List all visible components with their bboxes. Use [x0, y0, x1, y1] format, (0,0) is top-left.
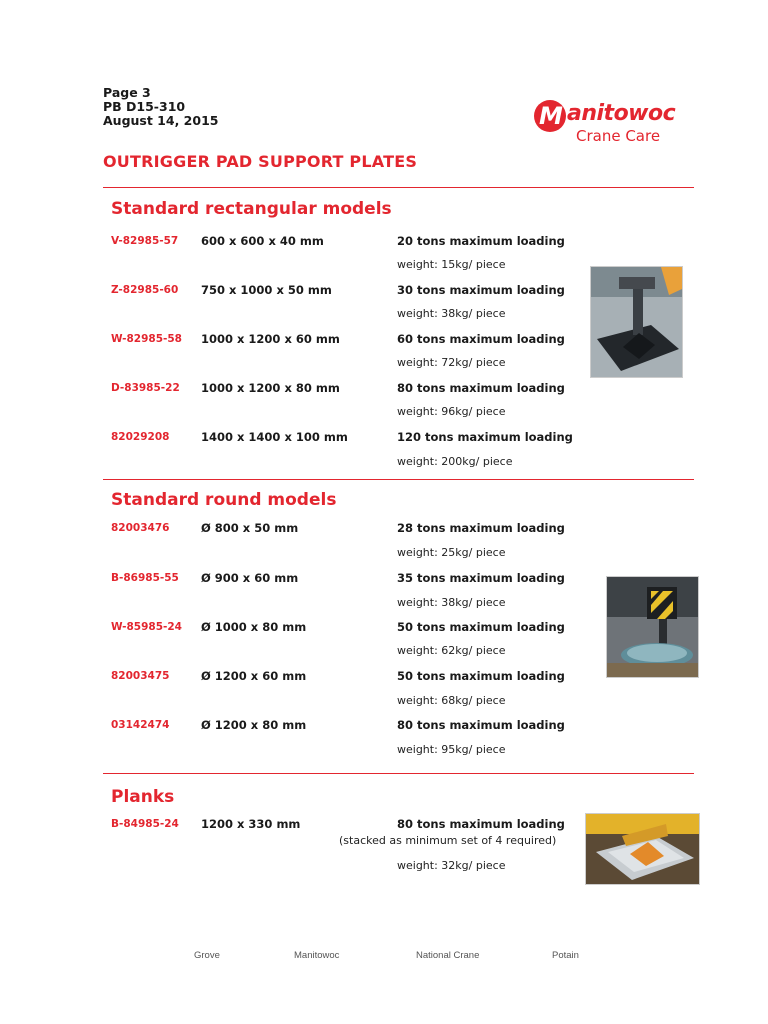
- logo-subtitle: Crane Care: [576, 127, 661, 145]
- section-heading-rectangular: Standard rectangular models: [111, 199, 392, 219]
- dimensions: Ø 1200 x 60 mm: [201, 669, 307, 683]
- part-number: B-86985-55: [111, 572, 179, 584]
- max-loading: 80 tons maximum loading: [397, 718, 565, 732]
- weight: weight: 62kg/ piece: [397, 644, 506, 657]
- weight-row: [0, 546, 768, 568]
- weight: weight: 38kg/ piece: [397, 596, 506, 609]
- manitowoc-logo: [534, 98, 694, 148]
- rectangular-pad-illustration: [591, 267, 682, 377]
- weight: weight: 32kg/ piece: [397, 859, 506, 872]
- page-number: Page 3: [103, 85, 151, 100]
- footer-brand-national-crane: National Crane: [416, 950, 480, 961]
- max-loading: 60 tons maximum loading: [397, 332, 565, 346]
- logo-wordmark: anitowoc: [567, 101, 676, 126]
- section-heading-round: Standard round models: [111, 490, 337, 510]
- weight-row: [0, 694, 768, 716]
- section-heading-planks: Planks: [111, 787, 175, 807]
- dimensions: 1000 x 1200 x 60 mm: [201, 332, 340, 346]
- document-date: August 14, 2015: [103, 113, 219, 128]
- footer-brand-manitowoc: Manitowoc: [294, 950, 340, 961]
- dimensions: 1400 x 1400 x 100 mm: [201, 430, 348, 444]
- dimensions: Ø 800 x 50 mm: [201, 521, 299, 535]
- product-row: [0, 430, 768, 452]
- logo-mark: M: [534, 100, 566, 132]
- document-id: PB D15-310: [103, 99, 186, 114]
- weight: weight: 200kg/ piece: [397, 455, 513, 468]
- dimensions: Ø 1200 x 80 mm: [201, 718, 307, 732]
- max-loading: 28 tons maximum loading: [397, 521, 565, 535]
- dimensions: Ø 900 x 60 mm: [201, 571, 299, 585]
- max-loading: 50 tons maximum loading: [397, 620, 565, 634]
- max-loading: 120 tons maximum loading: [397, 430, 573, 444]
- weight-row: [0, 455, 768, 477]
- divider: [103, 187, 694, 188]
- part-number: 82029208: [111, 431, 170, 443]
- footer-brand-grove: Grove: [194, 950, 220, 961]
- part-number: W-85985-24: [111, 621, 182, 633]
- round-pad-illustration: [607, 577, 698, 677]
- part-number: V-82985-57: [111, 235, 179, 247]
- divider: [103, 479, 694, 480]
- rectangular-pad-photo: [590, 266, 683, 378]
- max-loading: 30 tons maximum loading: [397, 283, 565, 297]
- divider: [103, 773, 694, 774]
- part-number: 03142474: [111, 719, 170, 731]
- max-loading: 35 tons maximum loading: [397, 571, 565, 585]
- weight: weight: 96kg/ piece: [397, 405, 506, 418]
- stacking-note: (stacked as minimum set of 4 required): [339, 834, 557, 847]
- document-header: [103, 86, 218, 128]
- weight: weight: 68kg/ piece: [397, 694, 506, 707]
- dimensions: 750 x 1000 x 50 mm: [201, 283, 332, 297]
- weight: weight: 15kg/ piece: [397, 258, 506, 271]
- weight: weight: 95kg/ piece: [397, 743, 506, 756]
- page-title: OUTRIGGER PAD SUPPORT PLATES: [103, 152, 418, 171]
- dimensions: 1200 x 330 mm: [201, 817, 301, 831]
- dimensions: 600 x 600 x 40 mm: [201, 234, 324, 248]
- max-loading: 80 tons maximum loading: [397, 817, 565, 831]
- part-number: D-83985-22: [111, 382, 180, 394]
- dimensions: 1000 x 1200 x 80 mm: [201, 381, 340, 395]
- weight-row: [0, 743, 768, 765]
- part-number: 82003476: [111, 522, 170, 534]
- planks-illustration: [586, 814, 699, 884]
- weight-row: [0, 405, 768, 427]
- weight: weight: 38kg/ piece: [397, 307, 506, 320]
- planks-photo: [585, 813, 700, 885]
- part-number: B-84985-24: [111, 818, 179, 830]
- footer-brand-potain: Potain: [552, 950, 579, 961]
- product-row: [0, 381, 768, 403]
- product-row: [0, 234, 768, 256]
- max-loading: 80 tons maximum loading: [397, 381, 565, 395]
- weight: weight: 72kg/ piece: [397, 356, 506, 369]
- weight: weight: 25kg/ piece: [397, 546, 506, 559]
- product-row: [0, 718, 768, 740]
- dimensions: Ø 1000 x 80 mm: [201, 620, 307, 634]
- round-pad-photo: [606, 576, 699, 678]
- max-loading: 50 tons maximum loading: [397, 669, 565, 683]
- max-loading: 20 tons maximum loading: [397, 234, 565, 248]
- part-number: W-82985-58: [111, 333, 182, 345]
- part-number: Z-82985-60: [111, 284, 179, 296]
- part-number: 82003475: [111, 670, 170, 682]
- product-row: [0, 521, 768, 543]
